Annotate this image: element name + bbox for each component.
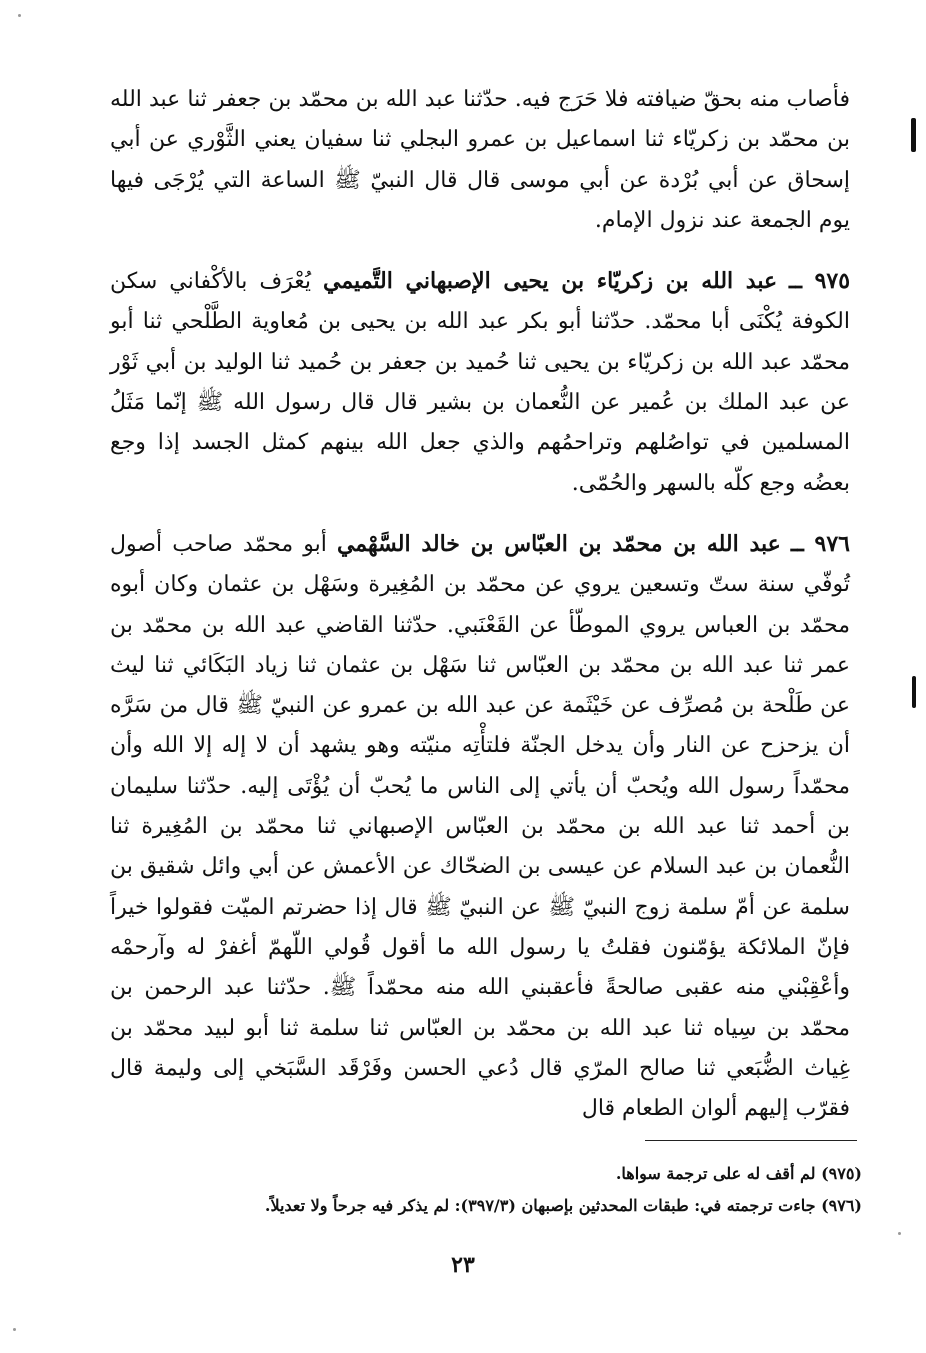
paragraph-continuation: فأصاب منه بحقّ ضيافته فلا حَرَج فيه. حدّثنا عبد الله بن محمّد بن جعفر ثنا عبد الله بن محمّد بن زكريّاء ثنا اسماعيل بن عمرو البجلي ثنا سفيان يعني الثَّوْري عن أبي إسحاق عن أبي بُرْدة عن أبي موسى قال قال النبيّ ﷺ الساعة التي يُرْجَى فيها يوم الجمعة عند نزول الإمام. <box>110 87 850 233</box>
footnote-975: (٩٧٥) لم أقف له على ترجمة سواها. <box>615 1164 862 1183</box>
scan-speck <box>18 14 21 17</box>
entry-number: ٩٧٥ ــ <box>789 268 851 295</box>
entry-976 <box>110 524 850 1129</box>
entry-975 <box>110 261 850 504</box>
scan-speck <box>898 1232 901 1235</box>
margin-mark <box>912 676 916 708</box>
page-number: ٢٣ <box>451 1252 475 1278</box>
footnote-976: (٩٧٦) جاءت ترجمته في: طبقات المحدثين بإصبهان (٣٩٧/٣): لم يذكر فيه جرحاً ولا تعديلاً. <box>264 1196 862 1215</box>
margin-mark <box>911 118 916 152</box>
entry-text: يُعْرَف بالأكْفاني سكن الكوفة يُكْنَى أبا محمّد. حدّثنا أبو بكر عبد الله بن يحيى بن مُعاوية الطَّلْحي ثنا أبو محمّد عبد الله بن زكريّاء بن يحيى ثنا حُميد بن جعفر بن حُميد ثنا الوليد بن أبي ثَوْر عن عبد الملك بن عُمير عن النُّعمان بن بشير قال قال رسول الله ﷺ إنّما مَثَلُ المسلمين في تواصُلهم وتراحمُهم والذي جعل الله بينهم كمثل الجسد إذا وجع بعضُه وجع كلّه بالسهر والحُمّى. <box>110 269 850 496</box>
entry-name: عبد الله بن زكريّاء بن يحيى الإصبهاني التَّميمي <box>323 268 778 295</box>
main-text <box>110 80 850 1129</box>
entry-text: أبو محمّد صاحب أصول تُوفّي سنة ستّ وتسعين يروي عن محمّد بن المُغِيرة وسَهْل بن عثمان وكان أبوه محمّد بن العباس يروي الموطّأ عن القَعْنَبي. حدّثنا القاضي عبد الله بن محمّد بن عمر ثنا عبد الله بن محمّد بن العبّاس ثنا سَهْل بن عثمان ثنا زياد البَكَائي ثنا ليث عن طَلْحة بن مُصرِّف عن خَيْثَمة عن عبد الله بن عمرو عن النبيّ ﷺ قال من سَرَّه أن يزحزح عن النار وأن يدخل الجنّة فلتأْتِه منيّته وهو يشهد أن لا إله إلا الله وأن محمّداً رسول الله ويُحبّ أن يأتي إلى الناس ما يُحبّ أن يُؤْتَى إليه. حدّثنا سليمان بن أحمد ثنا عبد الله بن محمّد بن العبّاس الإصبهاني ثنا محمّد بن المُغِيرة ثنا النُّعمان بن عبد السلام عن عيسى بن الضحّاك عن الأعمش عن أبي وائل شقيق بن سلمة عن أمّ سلمة زوج النبيّ ﷺ عن النبيّ ﷺ قال إذا حضرتم الميّت فقولوا خيراً فإنّ الملائكة يؤمّنون فقلتُ يا رسول الله ما أقول قُولي اللّهمّ أغفرْ له وآرحمْه وأعْقِبْني منه عقبى صالحةً فأعقبني الله منه محمّداً ﷺ. حدّثنا عبد الرحمن بن محمّد بن سِياه ثنا عبد الله بن محمّد بن العبّاس ثنا سلمة ثنا أبو لبيد محمّد بن غِياث الضُّبَعي ثنا صالح المرّي قال دُعي الحسن وفَرْقَد السَّبَخي إلى وليمة قال فقرّب إليهم ألوان الطعام قال <box>110 531 851 1122</box>
paragraph-gap <box>110 241 850 261</box>
entry-number: ٩٧٦ ــ <box>790 530 850 557</box>
paragraph-gap <box>110 504 850 524</box>
footnotes <box>190 1158 862 1222</box>
scan-speck <box>13 1328 16 1331</box>
footnote-divider <box>645 1140 857 1141</box>
entry-name: عبد الله بن محمّد بن العبّاس بن خالد السَّهْمي <box>336 530 781 557</box>
